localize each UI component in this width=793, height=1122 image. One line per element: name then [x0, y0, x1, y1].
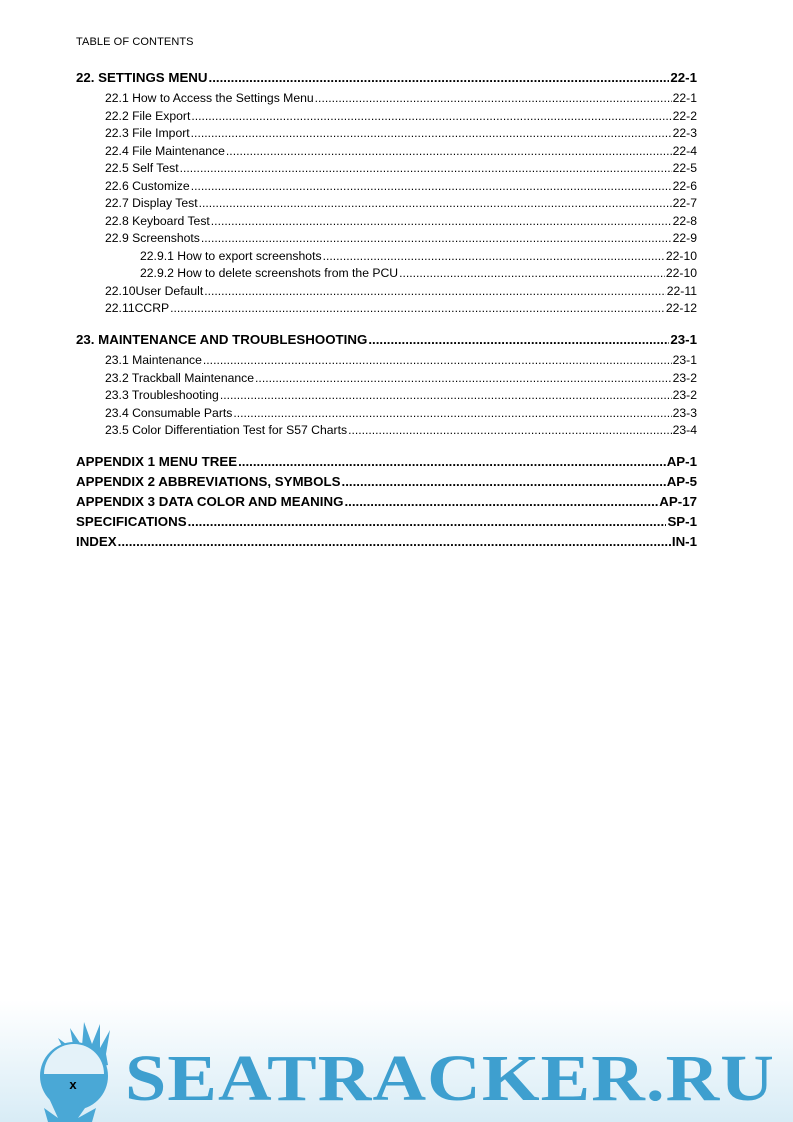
leader-dots: [191, 109, 671, 123]
toc-entry[interactable]: [76, 371, 697, 385]
toc-entry-title: SPECIFICATIONS: [76, 514, 187, 529]
toc-entry-page: 22-5: [672, 161, 697, 175]
toc-entry-title: 22. SETTINGS MENU: [76, 70, 208, 85]
toc-entry[interactable]: [76, 179, 697, 193]
toc-entry[interactable]: [76, 423, 697, 437]
toc-entry-page: AP-17: [659, 494, 697, 509]
toc-index[interactable]: [76, 534, 697, 549]
leader-dots: [399, 266, 665, 280]
leader-dots: [209, 70, 670, 85]
toc-entry[interactable]: [76, 161, 697, 175]
leader-dots: [199, 196, 672, 210]
toc-entry-title: 22.5 Self Test: [105, 161, 179, 175]
page-header: TABLE OF CONTENTS: [76, 36, 194, 48]
toc-entry-title: 22.1 How to Access the Settings Menu: [105, 91, 314, 105]
leader-dots: [368, 332, 669, 347]
toc-entry-title: 22.4 File Maintenance: [105, 143, 225, 158]
leader-dots: [170, 301, 665, 315]
leader-dots: [233, 406, 671, 420]
toc-entry-page: 22-10: [665, 248, 697, 263]
toc-entry-page: 23-1: [670, 332, 697, 347]
toc-entry-page: 22-8: [672, 213, 697, 228]
toc-chapter-22[interactable]: [76, 70, 697, 85]
toc-entry[interactable]: [76, 144, 697, 158]
toc-entry-page: 22-1: [670, 70, 697, 85]
leader-dots: [211, 214, 672, 228]
watermark-banner: [0, 1000, 793, 1122]
toc-entry-title: 23.5 Color Differentiation Test for S57 Charts: [105, 423, 348, 437]
leader-dots: [118, 534, 671, 549]
toc-entry-title: 22.9.1 How to export screenshots: [140, 248, 322, 263]
toc-entry-page: 22-3: [672, 126, 697, 140]
toc-entry-page: 22-2: [672, 108, 697, 123]
leader-dots: [203, 353, 672, 367]
toc-entry[interactable]: [76, 231, 697, 245]
toc-entry[interactable]: [76, 214, 697, 228]
toc-entry[interactable]: [76, 301, 697, 315]
toc-entry[interactable]: [76, 388, 697, 402]
leader-dots: [348, 423, 672, 437]
leader-dots: [191, 179, 672, 193]
toc-entry-title: 23.2 Trackball Maintenance: [105, 370, 255, 385]
leader-dots: [188, 514, 667, 529]
toc-entry[interactable]: [76, 196, 697, 210]
toc-entry-title: INDEX: [76, 534, 117, 549]
toc-entry[interactable]: [76, 126, 697, 140]
toc-entry-title: 22.11CCRP: [105, 301, 170, 315]
toc-entry-title: APPENDIX 1 MENU TREE: [76, 454, 238, 469]
toc-entry-title: 22.10User Default: [105, 283, 204, 298]
toc-entry-page: 23-2: [672, 388, 697, 402]
toc-entry-title: 23.4 Consumable Parts: [105, 405, 233, 420]
toc-entry[interactable]: [76, 284, 697, 298]
toc-entry-title: 22.6 Customize: [105, 178, 190, 193]
toc-entry-page: 23-1: [672, 353, 697, 367]
leader-dots: [220, 388, 672, 402]
toc-entry[interactable]: [76, 406, 697, 420]
leader-dots: [204, 284, 666, 298]
toc-entry-page: 22-1: [672, 91, 697, 105]
toc-entry-page: 22-7: [672, 196, 697, 210]
toc-entry-page: 22-6: [672, 178, 697, 193]
toc-entry-page: AP-1: [666, 454, 697, 469]
leader-dots: [201, 231, 672, 245]
toc-entry[interactable]: [76, 91, 697, 105]
toc-entry-page: 22-12: [665, 301, 697, 315]
toc-entry-page: 23-4: [672, 423, 697, 437]
leader-dots: [191, 126, 672, 140]
toc-appendix-1[interactable]: [76, 454, 697, 469]
toc-appendix-2[interactable]: [76, 474, 697, 489]
toc-entry-page: IN-1: [671, 534, 697, 549]
toc-specifications[interactable]: [76, 514, 697, 529]
toc-entry-page: 22-10: [665, 266, 697, 280]
toc-entry-page: 23-2: [672, 370, 697, 385]
toc-entry-title: 22.9 Screenshots: [105, 231, 200, 245]
toc-entry-title: 22.8 Keyboard Test: [105, 213, 210, 228]
toc-entry[interactable]: [76, 353, 697, 367]
watermark-text: SEATRACKER.RU: [125, 1042, 775, 1115]
toc-entry-page: 23-3: [672, 405, 697, 420]
leader-dots: [180, 161, 672, 175]
toc-chapter-23[interactable]: [76, 332, 697, 347]
toc-entry[interactable]: [76, 109, 697, 123]
leader-dots: [255, 371, 672, 385]
toc-entry-page: AP-5: [666, 474, 697, 489]
toc-entry-title: 23.3 Troubleshooting: [105, 388, 219, 402]
toc-entry-title: 22.9.2 How to delete screenshots from the PCU: [140, 266, 399, 280]
toc-entry-title: APPENDIX 2 ABBREVIATIONS, SYMBOLS: [76, 474, 341, 489]
toc-appendix-3[interactable]: [76, 494, 697, 509]
leader-dots: [238, 454, 666, 469]
toc-entry-page: 22-9: [672, 231, 697, 245]
leader-dots: [226, 144, 672, 158]
toc-entry-page: SP-1: [667, 514, 697, 529]
toc-entry-title: 23. MAINTENANCE AND TROUBLESHOOTING: [76, 332, 368, 347]
toc-entry-page: 22-4: [672, 143, 697, 158]
toc-entry-title: 23.1 Maintenance: [105, 353, 202, 367]
leader-dots: [342, 474, 666, 489]
leader-dots: [344, 494, 658, 509]
toc-entry-page: 22-11: [666, 283, 697, 298]
toc-entry-title: 22.2 File Export: [105, 108, 191, 123]
leader-dots: [315, 91, 672, 105]
toc-entry-title: 22.7 Display Test: [105, 196, 198, 210]
page-marker: x: [69, 1077, 77, 1092]
toc-entry-title: APPENDIX 3 DATA COLOR AND MEANING: [76, 494, 344, 509]
toc-entry-title: 22.3 File Import: [105, 126, 190, 140]
toc-subentry[interactable]: [76, 249, 697, 263]
toc-subentry[interactable]: [76, 266, 697, 280]
leader-dots: [323, 249, 665, 263]
